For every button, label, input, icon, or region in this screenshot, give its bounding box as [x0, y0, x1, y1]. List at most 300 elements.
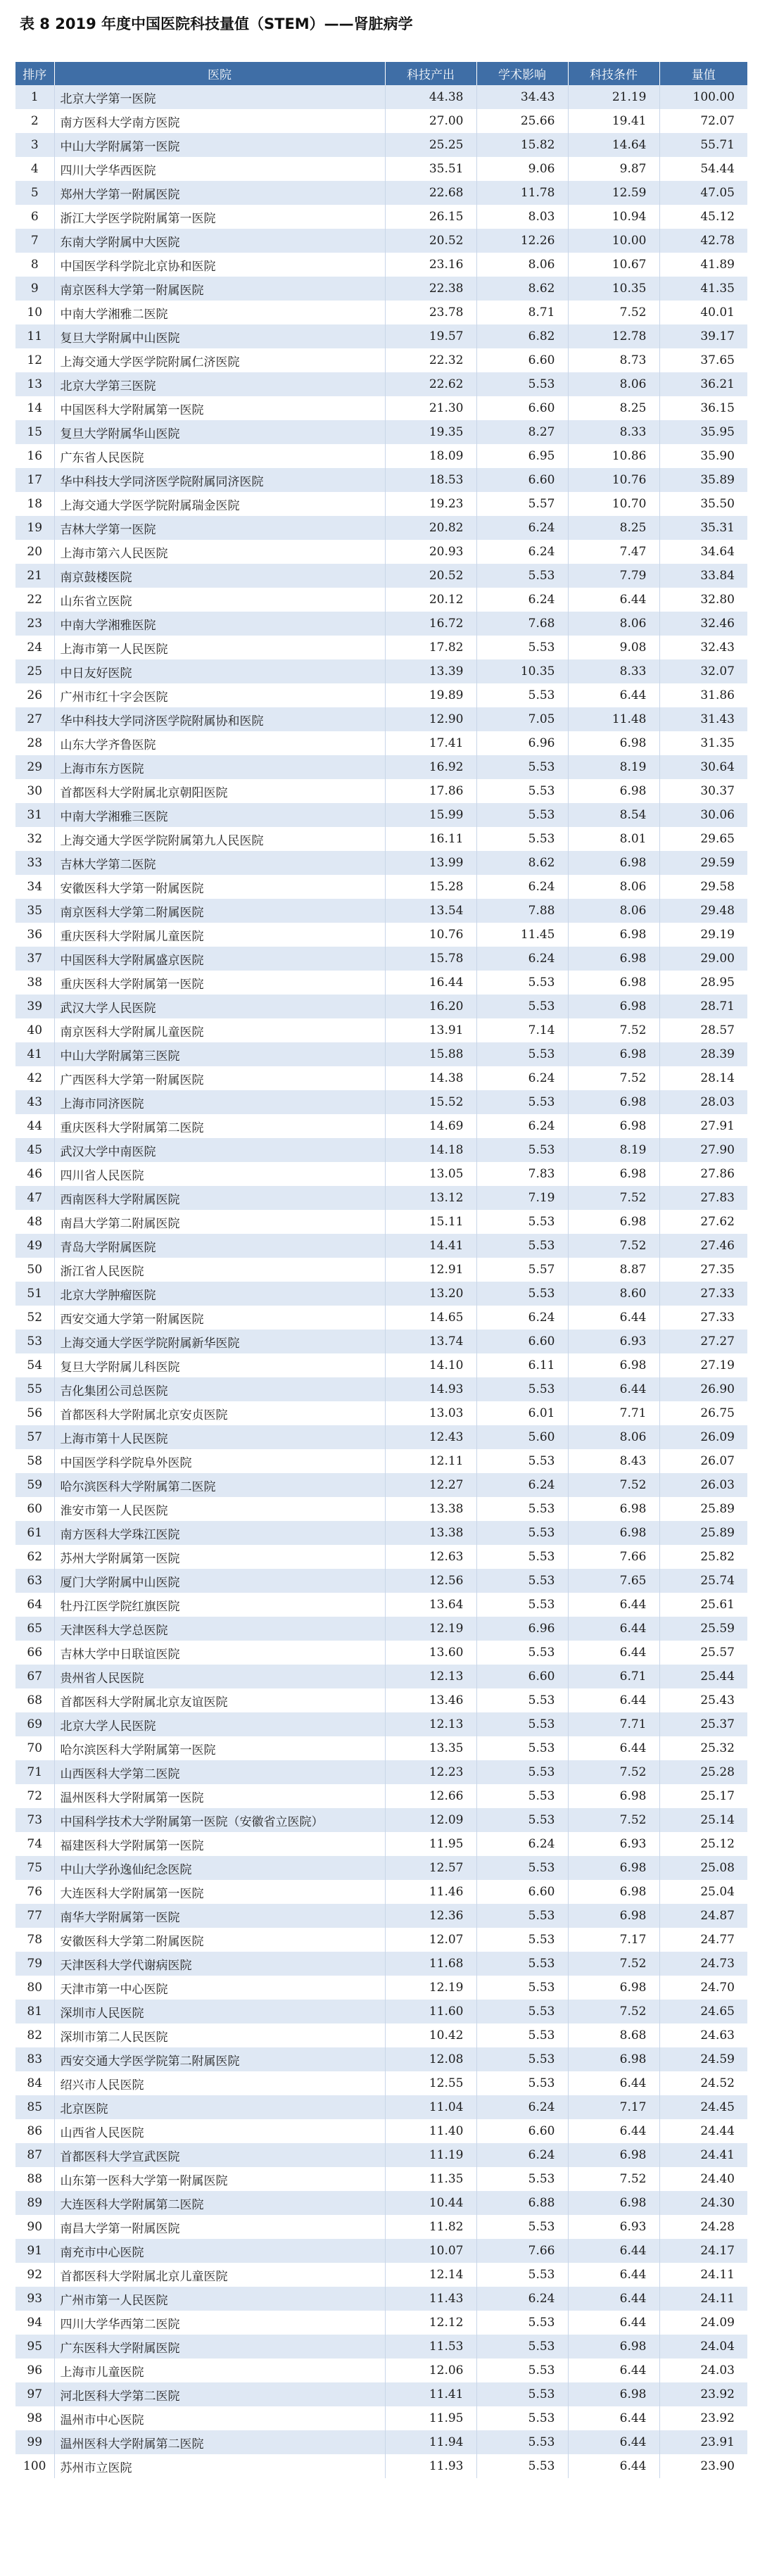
rank-cell: 48: [15, 1210, 54, 1234]
table-row: [15, 1186, 747, 1210]
header-conditions: 科技条件: [568, 62, 659, 85]
conditions-cell: 8.54: [568, 803, 659, 827]
table-row: [15, 636, 747, 659]
impact-cell: 5.53: [476, 1808, 568, 1832]
output-cell: 13.54: [385, 899, 476, 923]
hospital-name-cell: 中国科学技术大学附属第一医院（安徽省立医院）: [54, 1808, 385, 1832]
value-cell: 23.91: [659, 2430, 747, 2454]
rank-cell: 33: [15, 851, 54, 875]
value-cell: 24.44: [659, 2119, 747, 2143]
value-cell: 33.84: [659, 564, 747, 588]
hospital-name-cell: 大连医科大学附属第一医院: [54, 1880, 385, 1904]
table-row: [15, 1521, 747, 1545]
impact-cell: 5.53: [476, 1760, 568, 1784]
table-row: [15, 2311, 747, 2335]
value-cell: 25.89: [659, 1521, 747, 1545]
value-cell: 34.64: [659, 540, 747, 564]
impact-cell: 5.53: [476, 2215, 568, 2239]
impact-cell: 6.24: [476, 2095, 568, 2119]
impact-cell: 5.53: [476, 2454, 568, 2478]
value-cell: 23.90: [659, 2454, 747, 2478]
impact-cell: 6.24: [476, 875, 568, 899]
table-row: [15, 1425, 747, 1449]
impact-cell: 7.05: [476, 707, 568, 731]
rank-cell: 85: [15, 2095, 54, 2119]
output-cell: 11.95: [385, 1832, 476, 1856]
impact-cell: 8.03: [476, 205, 568, 229]
output-cell: 15.99: [385, 803, 476, 827]
hospital-name-cell: 重庆医科大学附属第一医院: [54, 971, 385, 995]
rank-cell: 77: [15, 1904, 54, 1928]
conditions-cell: 9.87: [568, 157, 659, 181]
value-cell: 24.03: [659, 2359, 747, 2382]
value-cell: 25.32: [659, 1736, 747, 1760]
conditions-cell: 6.44: [568, 2287, 659, 2311]
hospital-name-cell: 华中科技大学同济医学院附属协和医院: [54, 707, 385, 731]
value-cell: 24.65: [659, 2000, 747, 2023]
impact-cell: 5.53: [476, 1952, 568, 1976]
conditions-cell: 7.52: [568, 1760, 659, 1784]
output-cell: 11.40: [385, 2119, 476, 2143]
conditions-cell: 6.98: [568, 1042, 659, 1066]
impact-cell: 5.57: [476, 1258, 568, 1282]
hospital-name-cell: 广东医科大学附属医院: [54, 2335, 385, 2359]
hospital-name-cell: 首都医科大学附属北京朝阳医院: [54, 779, 385, 803]
output-cell: 17.86: [385, 779, 476, 803]
table-row: [15, 492, 747, 516]
conditions-cell: 8.06: [568, 899, 659, 923]
impact-cell: 5.53: [476, 1593, 568, 1617]
output-cell: 11.68: [385, 1952, 476, 1976]
output-cell: 27.00: [385, 109, 476, 133]
impact-cell: 5.53: [476, 683, 568, 707]
value-cell: 25.57: [659, 1641, 747, 1665]
rank-cell: 53: [15, 1330, 54, 1353]
hospital-name-cell: 东南大学附属中大医院: [54, 229, 385, 253]
conditions-cell: 11.48: [568, 707, 659, 731]
value-cell: 24.45: [659, 2095, 747, 2119]
rank-cell: 60: [15, 1497, 54, 1521]
conditions-cell: 6.44: [568, 2454, 659, 2478]
rank-cell: 15: [15, 420, 54, 444]
conditions-cell: 8.06: [568, 372, 659, 396]
impact-cell: 6.88: [476, 2191, 568, 2215]
hospital-name-cell: 西安交通大学医学院第二附属医院: [54, 2047, 385, 2071]
rank-cell: 84: [15, 2071, 54, 2095]
impact-cell: 8.62: [476, 277, 568, 301]
table-row: [15, 1736, 747, 1760]
rank-cell: 14: [15, 396, 54, 420]
rank-cell: 31: [15, 803, 54, 827]
table-row: [15, 516, 747, 540]
impact-cell: 5.53: [476, 1928, 568, 1952]
table-row: [15, 947, 747, 971]
table-row: [15, 2359, 747, 2382]
table-row: [15, 2047, 747, 2071]
value-cell: 41.89: [659, 253, 747, 277]
output-cell: 44.38: [385, 85, 476, 109]
output-cell: 12.23: [385, 1760, 476, 1784]
value-cell: 25.37: [659, 1712, 747, 1736]
impact-cell: 5.53: [476, 803, 568, 827]
rank-cell: 18: [15, 492, 54, 516]
output-cell: 13.38: [385, 1497, 476, 1521]
hospital-name-cell: 中山大学孙逸仙纪念医院: [54, 1856, 385, 1880]
hospital-name-cell: 中国医学科学院北京协和医院: [54, 253, 385, 277]
value-cell: 30.64: [659, 755, 747, 779]
rank-cell: 29: [15, 755, 54, 779]
table-row: [15, 731, 747, 755]
value-cell: 25.43: [659, 1688, 747, 1712]
hospital-name-cell: 吉林大学第二医院: [54, 851, 385, 875]
conditions-cell: 8.25: [568, 396, 659, 420]
impact-cell: 6.82: [476, 324, 568, 348]
rank-cell: 96: [15, 2359, 54, 2382]
output-cell: 21.30: [385, 396, 476, 420]
conditions-cell: 7.52: [568, 1952, 659, 1976]
output-cell: 18.53: [385, 468, 476, 492]
value-cell: 25.28: [659, 1760, 747, 1784]
hospital-name-cell: 山西省人民医院: [54, 2119, 385, 2143]
impact-cell: 7.14: [476, 1018, 568, 1042]
value-cell: 29.58: [659, 875, 747, 899]
table-row: [15, 1042, 747, 1066]
value-cell: 25.14: [659, 1808, 747, 1832]
hospital-name-cell: 四川大学华西第二医院: [54, 2311, 385, 2335]
output-cell: 35.51: [385, 157, 476, 181]
value-cell: 25.61: [659, 1593, 747, 1617]
conditions-cell: 7.52: [568, 2167, 659, 2191]
output-cell: 13.05: [385, 1162, 476, 1186]
rank-cell: 22: [15, 588, 54, 612]
value-cell: 32.46: [659, 612, 747, 636]
value-cell: 24.73: [659, 1952, 747, 1976]
table-row: [15, 2167, 747, 2191]
output-cell: 12.90: [385, 707, 476, 731]
rank-cell: 79: [15, 1952, 54, 1976]
impact-cell: 6.60: [476, 1665, 568, 1688]
impact-cell: 34.43: [476, 85, 568, 109]
hospital-name-cell: 华中科技大学同济医学院附属同济医院: [54, 468, 385, 492]
table-row: [15, 971, 747, 995]
table-row: [15, 277, 747, 301]
rank-cell: 10: [15, 301, 54, 324]
output-cell: 13.99: [385, 851, 476, 875]
hospital-name-cell: 南昌大学第一附属医院: [54, 2215, 385, 2239]
rank-cell: 59: [15, 1473, 54, 1497]
value-cell: 25.44: [659, 1665, 747, 1688]
table-row: [15, 372, 747, 396]
hospital-name-cell: 中国医学科学院阜外医院: [54, 1449, 385, 1473]
rank-cell: 75: [15, 1856, 54, 1880]
impact-cell: 5.53: [476, 1042, 568, 1066]
hospital-name-cell: 上海市第一人民医院: [54, 636, 385, 659]
hospital-name-cell: 青岛大学附属医院: [54, 1234, 385, 1258]
hospital-name-cell: 武汉大学人民医院: [54, 995, 385, 1018]
rank-cell: 32: [15, 827, 54, 851]
output-cell: 15.88: [385, 1042, 476, 1066]
impact-cell: 6.24: [476, 947, 568, 971]
output-cell: 17.41: [385, 731, 476, 755]
hospital-name-cell: 山东第一医科大学第一附属医院: [54, 2167, 385, 2191]
hospital-name-cell: 郑州大学第一附属医院: [54, 181, 385, 205]
impact-cell: 5.53: [476, 995, 568, 1018]
conditions-cell: 8.33: [568, 420, 659, 444]
conditions-cell: 10.00: [568, 229, 659, 253]
output-cell: 12.55: [385, 2071, 476, 2095]
output-cell: 13.60: [385, 1641, 476, 1665]
output-cell: 12.36: [385, 1904, 476, 1928]
value-cell: 24.17: [659, 2239, 747, 2263]
conditions-cell: 6.44: [568, 683, 659, 707]
table-row: [15, 1593, 747, 1617]
table-row: [15, 468, 747, 492]
table-row: [15, 1258, 747, 1282]
hospital-name-cell: 南方医科大学珠江医院: [54, 1521, 385, 1545]
impact-cell: 8.71: [476, 301, 568, 324]
impact-cell: 7.83: [476, 1162, 568, 1186]
rank-cell: 6: [15, 205, 54, 229]
header-value: 量值: [659, 62, 747, 85]
impact-cell: 5.53: [476, 1784, 568, 1808]
output-cell: 20.93: [385, 540, 476, 564]
hospital-name-cell: 南京医科大学第二附属医院: [54, 899, 385, 923]
rank-cell: 36: [15, 923, 54, 947]
output-cell: 22.32: [385, 348, 476, 372]
rank-cell: 1: [15, 85, 54, 109]
rank-cell: 38: [15, 971, 54, 995]
impact-cell: 15.82: [476, 133, 568, 157]
impact-cell: 5.53: [476, 1641, 568, 1665]
hospital-name-cell: 安徽医科大学第一附属医院: [54, 875, 385, 899]
rank-cell: 2: [15, 109, 54, 133]
impact-cell: 5.53: [476, 636, 568, 659]
hospital-name-cell: 南京鼓楼医院: [54, 564, 385, 588]
hospital-name-cell: 重庆医科大学附属第二医院: [54, 1114, 385, 1138]
impact-cell: 6.60: [476, 396, 568, 420]
output-cell: 19.35: [385, 420, 476, 444]
rank-cell: 11: [15, 324, 54, 348]
conditions-cell: 6.98: [568, 1162, 659, 1186]
output-cell: 11.46: [385, 1880, 476, 1904]
hospital-name-cell: 南方医科大学南方医院: [54, 109, 385, 133]
value-cell: 25.89: [659, 1497, 747, 1521]
conditions-cell: 6.44: [568, 2430, 659, 2454]
hospital-name-cell: 大连医科大学附属第二医院: [54, 2191, 385, 2215]
table-row: [15, 707, 747, 731]
impact-cell: 5.53: [476, 827, 568, 851]
value-cell: 39.17: [659, 324, 747, 348]
conditions-cell: 6.44: [568, 2071, 659, 2095]
value-cell: 35.95: [659, 420, 747, 444]
conditions-cell: 10.86: [568, 444, 659, 468]
table-row: [15, 1138, 747, 1162]
impact-cell: 8.06: [476, 253, 568, 277]
value-cell: 55.71: [659, 133, 747, 157]
conditions-cell: 6.98: [568, 1090, 659, 1114]
rank-cell: 99: [15, 2430, 54, 2454]
conditions-cell: 6.98: [568, 2047, 659, 2071]
output-cell: 19.57: [385, 324, 476, 348]
table-row: [15, 2119, 747, 2143]
impact-cell: 5.53: [476, 2406, 568, 2430]
rank-cell: 67: [15, 1665, 54, 1688]
rank-cell: 64: [15, 1593, 54, 1617]
hospital-name-cell: 首都医科大学附属北京儿童医院: [54, 2263, 385, 2287]
conditions-cell: 6.98: [568, 1353, 659, 1377]
hospital-name-cell: 浙江大学医学院附属第一医院: [54, 205, 385, 229]
hospital-name-cell: 中山大学附属第三医院: [54, 1042, 385, 1066]
impact-cell: 5.53: [476, 2311, 568, 2335]
ranking-table: [15, 62, 747, 2478]
conditions-cell: 6.44: [568, 2119, 659, 2143]
table-row: [15, 1353, 747, 1377]
value-cell: 28.03: [659, 1090, 747, 1114]
output-cell: 12.13: [385, 1712, 476, 1736]
value-cell: 28.95: [659, 971, 747, 995]
output-cell: 15.52: [385, 1090, 476, 1114]
value-cell: 27.62: [659, 1210, 747, 1234]
output-cell: 20.52: [385, 564, 476, 588]
output-cell: 11.60: [385, 2000, 476, 2023]
hospital-name-cell: 哈尔滨医科大学附属第二医院: [54, 1473, 385, 1497]
rank-cell: 71: [15, 1760, 54, 1784]
value-cell: 27.90: [659, 1138, 747, 1162]
output-cell: 12.27: [385, 1473, 476, 1497]
table-row: [15, 396, 747, 420]
hospital-name-cell: 上海市东方医院: [54, 755, 385, 779]
impact-cell: 8.27: [476, 420, 568, 444]
conditions-cell: 7.52: [568, 301, 659, 324]
output-cell: 22.68: [385, 181, 476, 205]
rank-cell: 34: [15, 875, 54, 899]
conditions-cell: 10.35: [568, 277, 659, 301]
table-row: [15, 2143, 747, 2167]
hospital-name-cell: 四川大学华西医院: [54, 157, 385, 181]
output-cell: 14.93: [385, 1377, 476, 1401]
value-cell: 26.09: [659, 1425, 747, 1449]
table-row: [15, 1497, 747, 1521]
conditions-cell: 7.79: [568, 564, 659, 588]
hospital-name-cell: 上海市同济医院: [54, 1090, 385, 1114]
hospital-name-cell: 广东省人民医院: [54, 444, 385, 468]
conditions-cell: 6.44: [568, 2406, 659, 2430]
table-row: [15, 683, 747, 707]
output-cell: 19.23: [385, 492, 476, 516]
rank-cell: 87: [15, 2143, 54, 2167]
value-cell: 28.14: [659, 1066, 747, 1090]
output-cell: 15.28: [385, 875, 476, 899]
table-row: [15, 564, 747, 588]
hospital-name-cell: 中南大学湘雅三医院: [54, 803, 385, 827]
conditions-cell: 8.19: [568, 1138, 659, 1162]
rank-cell: 70: [15, 1736, 54, 1760]
hospital-name-cell: 南京医科大学附属儿童医院: [54, 1018, 385, 1042]
table-row: [15, 1928, 747, 1952]
hospital-name-cell: 南京医科大学第一附属医院: [54, 277, 385, 301]
impact-cell: 7.88: [476, 899, 568, 923]
conditions-cell: 8.73: [568, 348, 659, 372]
conditions-cell: 7.52: [568, 2000, 659, 2023]
table-row: [15, 1090, 747, 1114]
impact-cell: 5.53: [476, 1736, 568, 1760]
conditions-cell: 21.19: [568, 85, 659, 109]
rank-cell: 61: [15, 1521, 54, 1545]
hospital-name-cell: 中南大学湘雅二医院: [54, 301, 385, 324]
conditions-cell: 6.98: [568, 2382, 659, 2406]
table-row: [15, 803, 747, 827]
impact-cell: 5.53: [476, 1138, 568, 1162]
conditions-cell: 6.44: [568, 1688, 659, 1712]
output-cell: 12.07: [385, 1928, 476, 1952]
hospital-name-cell: 四川省人民医院: [54, 1162, 385, 1186]
rank-cell: 49: [15, 1234, 54, 1258]
conditions-cell: 8.25: [568, 516, 659, 540]
table-row: [15, 659, 747, 683]
table-row: [15, 588, 747, 612]
value-cell: 25.74: [659, 1569, 747, 1593]
rank-cell: 21: [15, 564, 54, 588]
conditions-cell: 8.33: [568, 659, 659, 683]
rank-cell: 100: [15, 2454, 54, 2478]
impact-cell: 6.24: [476, 1306, 568, 1330]
conditions-cell: 8.01: [568, 827, 659, 851]
hospital-name-cell: 南充市中心医院: [54, 2239, 385, 2263]
value-cell: 40.01: [659, 301, 747, 324]
conditions-cell: 6.98: [568, 923, 659, 947]
table-row: [15, 2023, 747, 2047]
conditions-cell: 8.06: [568, 612, 659, 636]
impact-cell: 5.53: [476, 2430, 568, 2454]
impact-cell: 5.53: [476, 564, 568, 588]
rank-cell: 13: [15, 372, 54, 396]
hospital-name-cell: 山东大学齐鲁医院: [54, 731, 385, 755]
impact-cell: 5.57: [476, 492, 568, 516]
impact-cell: 5.53: [476, 1234, 568, 1258]
rank-cell: 94: [15, 2311, 54, 2335]
rank-cell: 74: [15, 1832, 54, 1856]
output-cell: 12.09: [385, 1808, 476, 1832]
value-cell: 31.86: [659, 683, 747, 707]
impact-cell: 5.53: [476, 1856, 568, 1880]
output-cell: 10.42: [385, 2023, 476, 2047]
output-cell: 12.14: [385, 2263, 476, 2287]
rank-cell: 9: [15, 277, 54, 301]
value-cell: 25.59: [659, 1617, 747, 1641]
conditions-cell: 6.98: [568, 779, 659, 803]
hospital-name-cell: 上海交通大学医学院附属新华医院: [54, 1330, 385, 1353]
hospital-name-cell: 厦门大学附属中山医院: [54, 1569, 385, 1593]
output-cell: 13.39: [385, 659, 476, 683]
hospital-name-cell: 西安交通大学第一附属医院: [54, 1306, 385, 1330]
conditions-cell: 6.98: [568, 731, 659, 755]
hospital-name-cell: 吉化集团公司总医院: [54, 1377, 385, 1401]
output-cell: 12.91: [385, 1258, 476, 1282]
impact-cell: 6.24: [476, 516, 568, 540]
impact-cell: 6.60: [476, 468, 568, 492]
rank-cell: 51: [15, 1282, 54, 1306]
impact-cell: 5.53: [476, 1521, 568, 1545]
output-cell: 16.11: [385, 827, 476, 851]
value-cell: 27.19: [659, 1353, 747, 1377]
hospital-name-cell: 上海交通大学医学院附属仁济医院: [54, 348, 385, 372]
output-cell: 13.74: [385, 1330, 476, 1353]
hospital-name-cell: 广州市红十字会医院: [54, 683, 385, 707]
output-cell: 20.52: [385, 229, 476, 253]
rank-cell: 83: [15, 2047, 54, 2071]
value-cell: 54.44: [659, 157, 747, 181]
table-row: [15, 779, 747, 803]
